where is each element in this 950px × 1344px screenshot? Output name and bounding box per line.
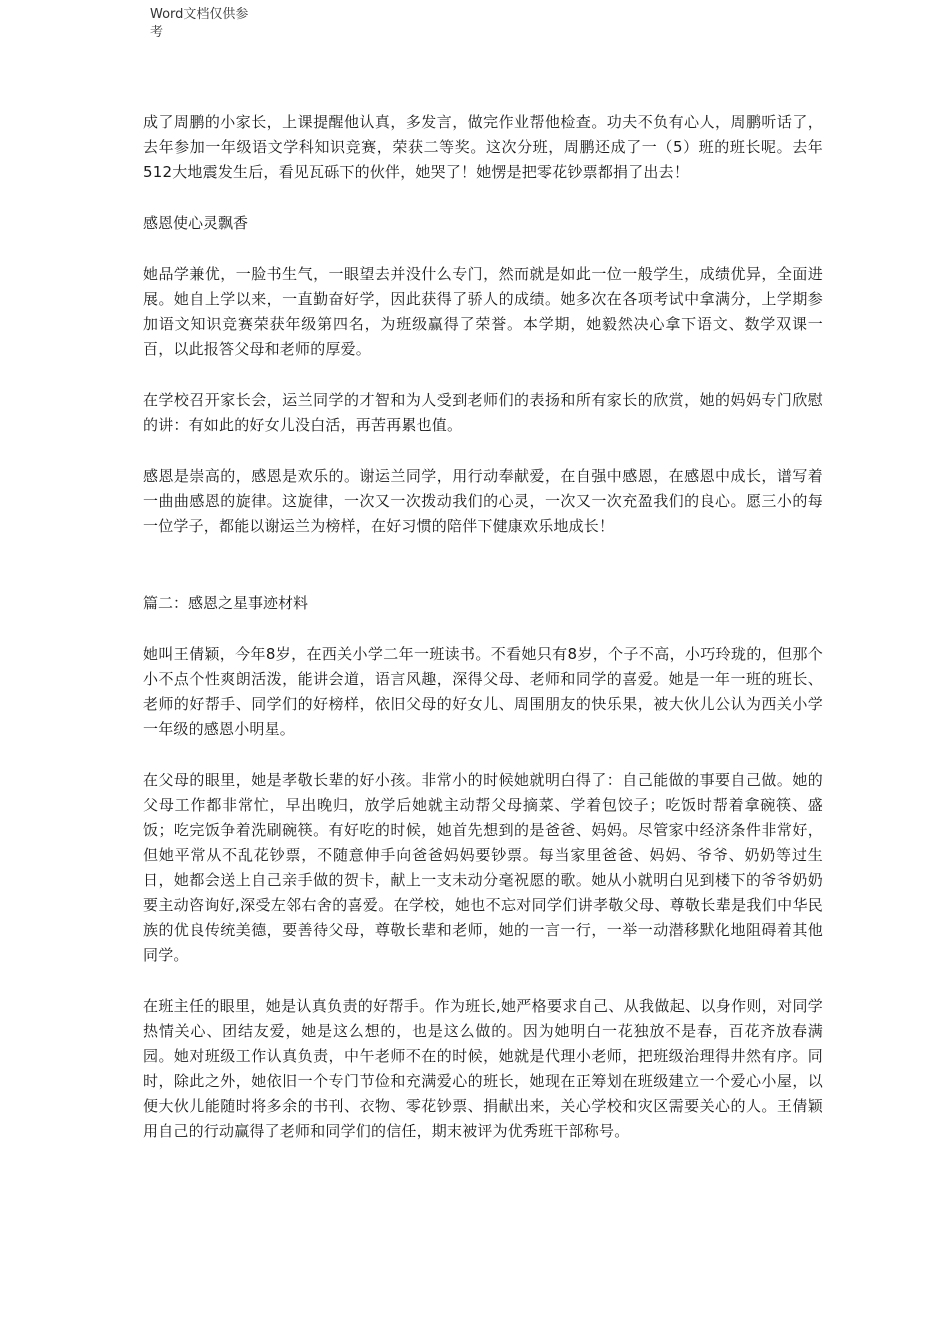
section-heading-1: 感恩使心灵飘香 (143, 214, 249, 232)
paragraph-1: 成了周鹏的小家长，上课提醒他认真，多发言，做完作业帮他检查。功夫不负有心人，周鹏听话了，去年参加一年级语文学科知识竞赛，荣获二等奖。这次分班，周鹏还成了一（5）班的班长呢。去年512大地震发生后，看见瓦砾下的伙伴，她哭了！她愣是把零花钞票都捐了出去！ (143, 113, 823, 181)
document-body (143, 110, 823, 1170)
paragraph-2: 她品学兼优，一脸书生气，一眼望去并没什么专门，然而就是如此一位一般学生，成绩优异，全面进展。她自上学以来，一直勤奋好学，因此获得了骄人的成绩。她多次在各项考试中拿满分，上学期参加语文知识竞赛荣获年级第四名，为班级赢得了荣誉。本学期，她毅然决心拿下语文、数学双课一百，以此报答父母和老师的厚爱。 (143, 265, 823, 358)
paragraph-3: 在学校召开家长会，运兰同学的才智和为人受到老师们的表扬和所有家长的欣赏，她的妈妈专门欣慰的讲：有如此的好女儿没白活，再苦再累也值。 (143, 391, 823, 434)
paragraph-6: 在父母的眼里，她是孝敬长辈的好小孩。非常小的时候她就明白得了：自己能做的事要自己做。她的父母工作都非常忙，早出晚归，放学后她就主动帮父母摘菜、学着包饺子；吃饭时帮着拿碗筷、盛饭；吃完饭争着洗刷碗筷。有好吃的时候，她首先想到的是爸爸、妈妈。尽管家中经济条件非常好，但她平常从不乱花钞票，不随意伸手向爸爸妈妈要钞票。每当家里爸爸、妈妈、爷爷、奶奶等过生日，她都会送上自己亲手做的贺卡，献上一支未动分毫祝愿的歌。她从小就明白见到楼下的爷爷奶奶要主动咨询好,深受左邻右舍的喜爱。在学校，她也不忘对同学们讲孝敬父母、尊敬长辈是我们中华民族的优良传统美德，要善待父母，尊敬长辈和老师，她的一言一行，一举一动潜移默化地阻碍着其他同学。 (143, 771, 823, 964)
paragraph-7: 在班主任的眼里，她是认真负责的好帮手。作为班长,她严格要求自己、从我做起、以身作则，对同学热情关心、团结友爱，她是这么想的，也是这么做的。因为她明白一花独放不是春，百花齐放春满园。她对班级工作认真负责，中午老师不在的时候，她就是代理小老师，把班级治理得井然有序。同时，除此之外，她依旧一个专门节俭和充满爱心的班长，她现在正筹划在班级建立一个爱心小屋，以便大伙儿能随时将多余的书刊、衣物、零花钞票、捐献出来，关心学校和灾区需要关心的人。王倩颖用自己的行动赢得了老师和同学们的信任，期末被评为优秀班干部称号。 (143, 997, 823, 1140)
paragraph-4: 感恩是崇高的，感恩是欢乐的。谢运兰同学，用行动奉献爱，在自强中感恩，在感恩中成长，谱写着一曲曲感恩的旋律。这旋律，一次又一次拨动我们的心灵，一次又一次充盈我们的良心。愿三小的每一位学子，都能以谢运兰为榜样，在好习惯的陪伴下健康欢乐地成长！ (143, 467, 823, 535)
header-note: Word文档仅供参考 (150, 7, 249, 40)
paragraph-5: 她叫王倩颖，今年8岁，在西关小学二年一班读书。不看她只有8岁，个子不高，小巧玲珑的，但那个小不点个性爽朗活泼，能讲会道，语言风趣，深得父母、老师和同学的喜爱。她是一年一班的班长、老师的好帮手、同学们的好榜样，依旧父母的好女儿、周围朋友的快乐果，被大伙儿公认为西关小学一年级的感恩小明星。 (143, 645, 823, 738)
section-heading-2: 篇二：感恩之星事迹材料 (143, 594, 309, 612)
